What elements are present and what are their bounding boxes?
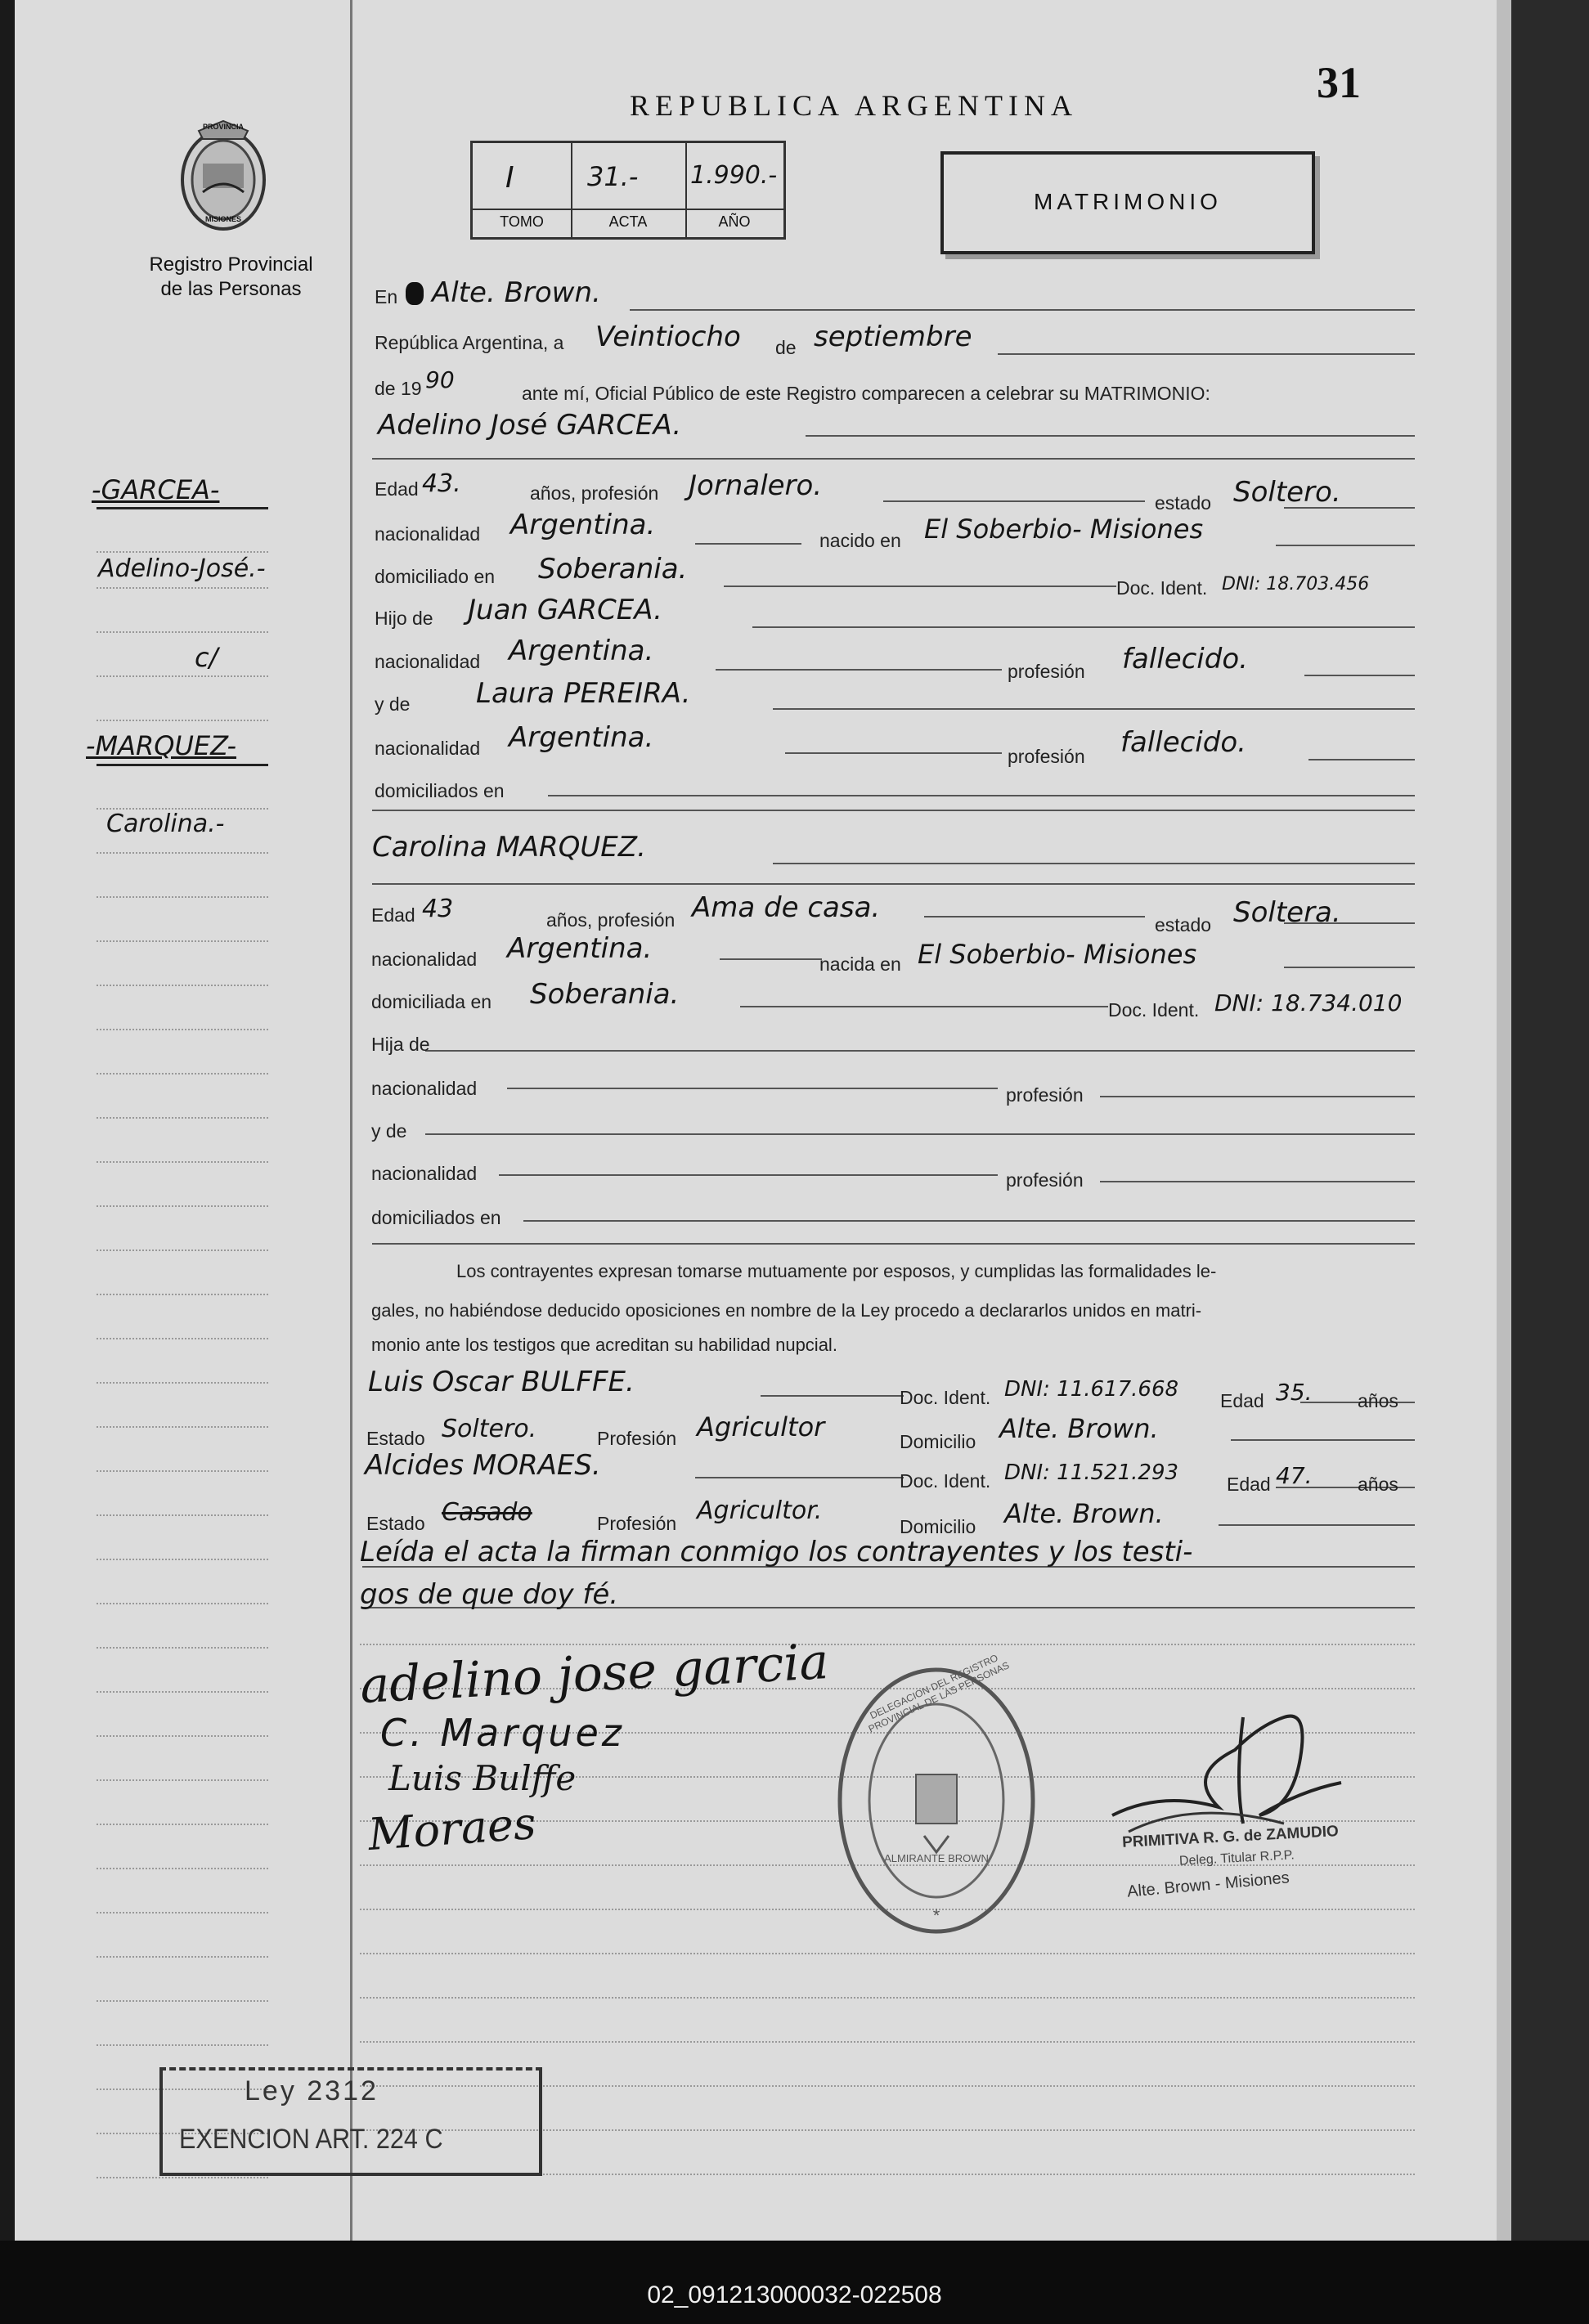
groom-estado-label: estado bbox=[1155, 492, 1212, 514]
groom-age: 43. bbox=[422, 469, 461, 498]
act-type-box bbox=[940, 151, 1315, 254]
closing-line1: Leída el acta la firman conmigo los contrayentes y los testi- bbox=[360, 1536, 1193, 1568]
witness2-estado-label: Estado bbox=[366, 1513, 425, 1534]
groom-doc-label: Doc. Ident. bbox=[1116, 577, 1208, 599]
bride-nationality: Argentina. bbox=[507, 932, 653, 965]
bride-birthplace: El Soberbio- Misiones bbox=[918, 939, 1197, 970]
act-type-label: MATRIMONIO bbox=[1034, 189, 1222, 214]
margin-note-bride-surname: -MARQUEZ- bbox=[86, 730, 236, 761]
acta-cell bbox=[571, 143, 687, 237]
groom-mother: Laura PEREIRA. bbox=[476, 677, 691, 710]
republica-label: República Argentina, a bbox=[375, 332, 564, 353]
bride-prof1-label: profesión bbox=[1006, 1084, 1084, 1106]
witness2-name: Alcides MORAES. bbox=[365, 1449, 601, 1482]
svg-text:*: * bbox=[932, 1905, 940, 1926]
witness2-age: 47. bbox=[1276, 1462, 1313, 1489]
signature-witness2: Moraes bbox=[366, 1797, 538, 1861]
witness1-name: Luis Oscar BULFFE. bbox=[368, 1366, 635, 1398]
groom-father-prof: fallecido. bbox=[1122, 643, 1248, 675]
closing-line2: gos de que doy fé. bbox=[360, 1578, 619, 1611]
declaration-line3: monio ante los testigos que acreditan su habilidad nupcial. bbox=[371, 1335, 837, 1355]
margin-rule bbox=[350, 0, 352, 2241]
page-number: 31 bbox=[1317, 58, 1361, 107]
witness1-profession: Agricultor bbox=[697, 1411, 825, 1442]
groom-doc-value: DNI: 18.703.456 bbox=[1222, 574, 1370, 594]
witness2-domicilio-label: Domicilio bbox=[900, 1516, 976, 1537]
bride-prof2-label: profesión bbox=[1006, 1169, 1084, 1191]
groom-nacionalidad-label: nacionalidad bbox=[375, 523, 481, 545]
margin-note-bride-given: Carolina.- bbox=[106, 810, 225, 838]
witness1-marital: Soltero. bbox=[442, 1415, 537, 1443]
groom-mother-nat-label: nacionalidad bbox=[375, 738, 481, 759]
province-emblem bbox=[178, 114, 268, 233]
groom-anos-label: años, profesión bbox=[530, 482, 659, 504]
bride-name: Carolina MARQUEZ. bbox=[372, 831, 646, 864]
emblem-top-text: PROVINCIA bbox=[202, 123, 244, 131]
witness1-domicilio-label: Domicilio bbox=[900, 1431, 976, 1452]
witness2-marital: Casado bbox=[442, 1498, 532, 1527]
tomo-value: I bbox=[505, 161, 514, 195]
groom-nationality: Argentina. bbox=[510, 509, 656, 541]
witness2-anos-label: años bbox=[1358, 1474, 1398, 1495]
bride-domiciliada-label: domiciliada en bbox=[371, 991, 492, 1012]
bride-edad-label: Edad bbox=[371, 904, 415, 926]
witness1-profesion-label: Profesión bbox=[597, 1428, 677, 1449]
witness2-edad-label: Edad bbox=[1227, 1474, 1271, 1495]
acta-value: 31.- bbox=[587, 161, 639, 192]
margin-note-surname: -GARCEA- bbox=[92, 474, 220, 505]
emblem-bottom-text: MISIONES bbox=[204, 215, 241, 223]
seal-inner-text: ALMIRANTE BROWN bbox=[884, 1852, 989, 1864]
acta-label: ACTA bbox=[571, 209, 685, 231]
declaration-line2: gales, no habiéndose deducido oposiciones en nombre de la Ley procedo a declararlos unidos en matri- bbox=[371, 1300, 1202, 1321]
witness2-domicile: Alte. Brown. bbox=[1004, 1498, 1164, 1529]
groom-marital: Soltero. bbox=[1233, 476, 1341, 509]
day-value: Veintiocho bbox=[595, 321, 741, 353]
bride-estado-label: estado bbox=[1155, 914, 1212, 935]
groom-mother-nat: Argentina. bbox=[509, 721, 654, 754]
tomo-label: TOMO bbox=[473, 209, 571, 231]
groom-mother-prof: fallecido. bbox=[1120, 726, 1246, 759]
signature-groom: adelino jose garcia bbox=[358, 1633, 830, 1715]
groom-yde-label: y de bbox=[375, 693, 411, 715]
tomo-acta-box bbox=[470, 141, 786, 240]
groom-father: Juan GARCEA. bbox=[468, 594, 662, 626]
bride-age: 43 bbox=[422, 895, 454, 923]
de-label: de bbox=[775, 337, 797, 358]
exemption-stamp bbox=[159, 2067, 542, 2176]
official-title: Deleg. Titular R.P.P. bbox=[1178, 1848, 1295, 1869]
witness2-profesion-label: Profesión bbox=[597, 1513, 677, 1534]
bride-nacida-label: nacida en bbox=[819, 953, 901, 975]
witness1-domicile: Alte. Brown. bbox=[999, 1413, 1159, 1444]
seal-icon bbox=[834, 1664, 1039, 1938]
book-spine bbox=[1511, 0, 1589, 2241]
page-edge bbox=[1497, 0, 1511, 2241]
groom-hijo-label: Hijo de bbox=[375, 608, 433, 629]
registry-name-line2: de las Personas bbox=[160, 278, 302, 300]
ano-label: AÑO bbox=[685, 209, 783, 231]
document-page bbox=[15, 0, 1511, 2241]
witness1-doc-label: Doc. Ident. bbox=[900, 1387, 991, 1408]
month-value: septiembre bbox=[814, 321, 972, 353]
ano-value: 1.990.- bbox=[690, 161, 778, 190]
groom-name: Adelino José GARCEA. bbox=[378, 409, 682, 442]
witness1-age: 35. bbox=[1276, 1379, 1313, 1406]
witness1-anos-label: años bbox=[1358, 1390, 1398, 1411]
groom-domiciliado-label: domiciliado en bbox=[375, 566, 496, 587]
bride-profession: Ama de casa. bbox=[692, 891, 881, 924]
groom-domiciliados-label: domiciliados en bbox=[375, 780, 505, 801]
bride-hija-label: Hija de bbox=[371, 1034, 430, 1055]
country-title: REPUBLICA ARGENTINA bbox=[630, 89, 1079, 122]
year-prefix: de 19 bbox=[375, 378, 422, 399]
groom-father-nat-label: nacionalidad bbox=[375, 651, 481, 672]
registry-name-line1: Registro Provincial bbox=[149, 253, 313, 276]
witness2-doc: DNI: 11.521.293 bbox=[1004, 1460, 1179, 1485]
bride-domiciliados-label: domiciliados en bbox=[371, 1207, 501, 1228]
declaration-line1: Los contrayentes expresan tomarse mutuamente por esposos, y cumplidas las formalidades le- bbox=[456, 1261, 1217, 1281]
groom-father-nat: Argentina. bbox=[509, 635, 654, 667]
groom-nacido-label: nacido en bbox=[819, 530, 901, 551]
en-label: En bbox=[375, 286, 398, 307]
margin-note-conjunction: c/ bbox=[195, 642, 218, 673]
margin-note-given-names: Adelino-José.- bbox=[98, 554, 266, 583]
registry-seal bbox=[834, 1652, 1039, 1938]
groom-profession: Jornalero. bbox=[689, 469, 823, 502]
witness1-edad-label: Edad bbox=[1220, 1390, 1264, 1411]
signature-bride: C. Marquez bbox=[380, 1711, 625, 1755]
tomo-cell bbox=[473, 143, 572, 237]
bride-nac1-label: nacionalidad bbox=[371, 1078, 478, 1099]
groom-father-prof-label: profesión bbox=[1008, 661, 1085, 682]
place-value: Alte. Brown. bbox=[432, 276, 601, 309]
bride-nac2-label: nacionalidad bbox=[371, 1163, 478, 1184]
bride-marital: Soltera. bbox=[1233, 896, 1341, 929]
bride-domicile: Soberania. bbox=[530, 978, 680, 1011]
appearance-statement: ante mí, Oficial Público de este Registro comparecen a celebrar su MATRIMONIO: bbox=[522, 383, 1210, 404]
groom-birthplace: El Soberbio- Misiones bbox=[924, 514, 1204, 545]
redaction-dot bbox=[406, 282, 424, 305]
official-place: Alte. Brown - Misiones bbox=[1126, 1869, 1291, 1901]
bride-nacionalidad-label: nacionalidad bbox=[371, 949, 478, 970]
seal-outer-text: DELEGACION DEL REGISTRO PROVINCIAL DE LAS PERSONAS bbox=[866, 1652, 1012, 1735]
bride-doc-value: DNI: 18.734.010 bbox=[1214, 989, 1403, 1016]
bride-yde-label: y de bbox=[371, 1120, 407, 1142]
groom-edad-label: Edad bbox=[375, 478, 419, 500]
bride-anos-label: años, profesión bbox=[546, 909, 676, 931]
stamp-exemption: EXENCION ART. 224 C bbox=[179, 2124, 443, 2155]
groom-domicile: Soberania. bbox=[538, 553, 688, 585]
official-name: PRIMITIVA R. G. de ZAMUDIO bbox=[1121, 1823, 1340, 1851]
stamp-law: Ley 2312 bbox=[245, 2075, 379, 2106]
signature-witness1: Luis Bulffe bbox=[388, 1758, 577, 1798]
groom-mother-prof-label: profesión bbox=[1008, 746, 1085, 767]
witness2-profession: Agricultor. bbox=[697, 1496, 823, 1525]
bride-doc-label: Doc. Ident. bbox=[1108, 999, 1200, 1021]
witness2-doc-label: Doc. Ident. bbox=[900, 1470, 991, 1492]
year-suffix: 90 bbox=[425, 366, 455, 393]
image-code: 02_091213000032-022508 bbox=[647, 2281, 942, 2308]
witness1-estado-label: Estado bbox=[366, 1428, 425, 1449]
ano-cell bbox=[685, 143, 783, 237]
witness1-doc: DNI: 11.617.668 bbox=[1004, 1377, 1179, 1402]
